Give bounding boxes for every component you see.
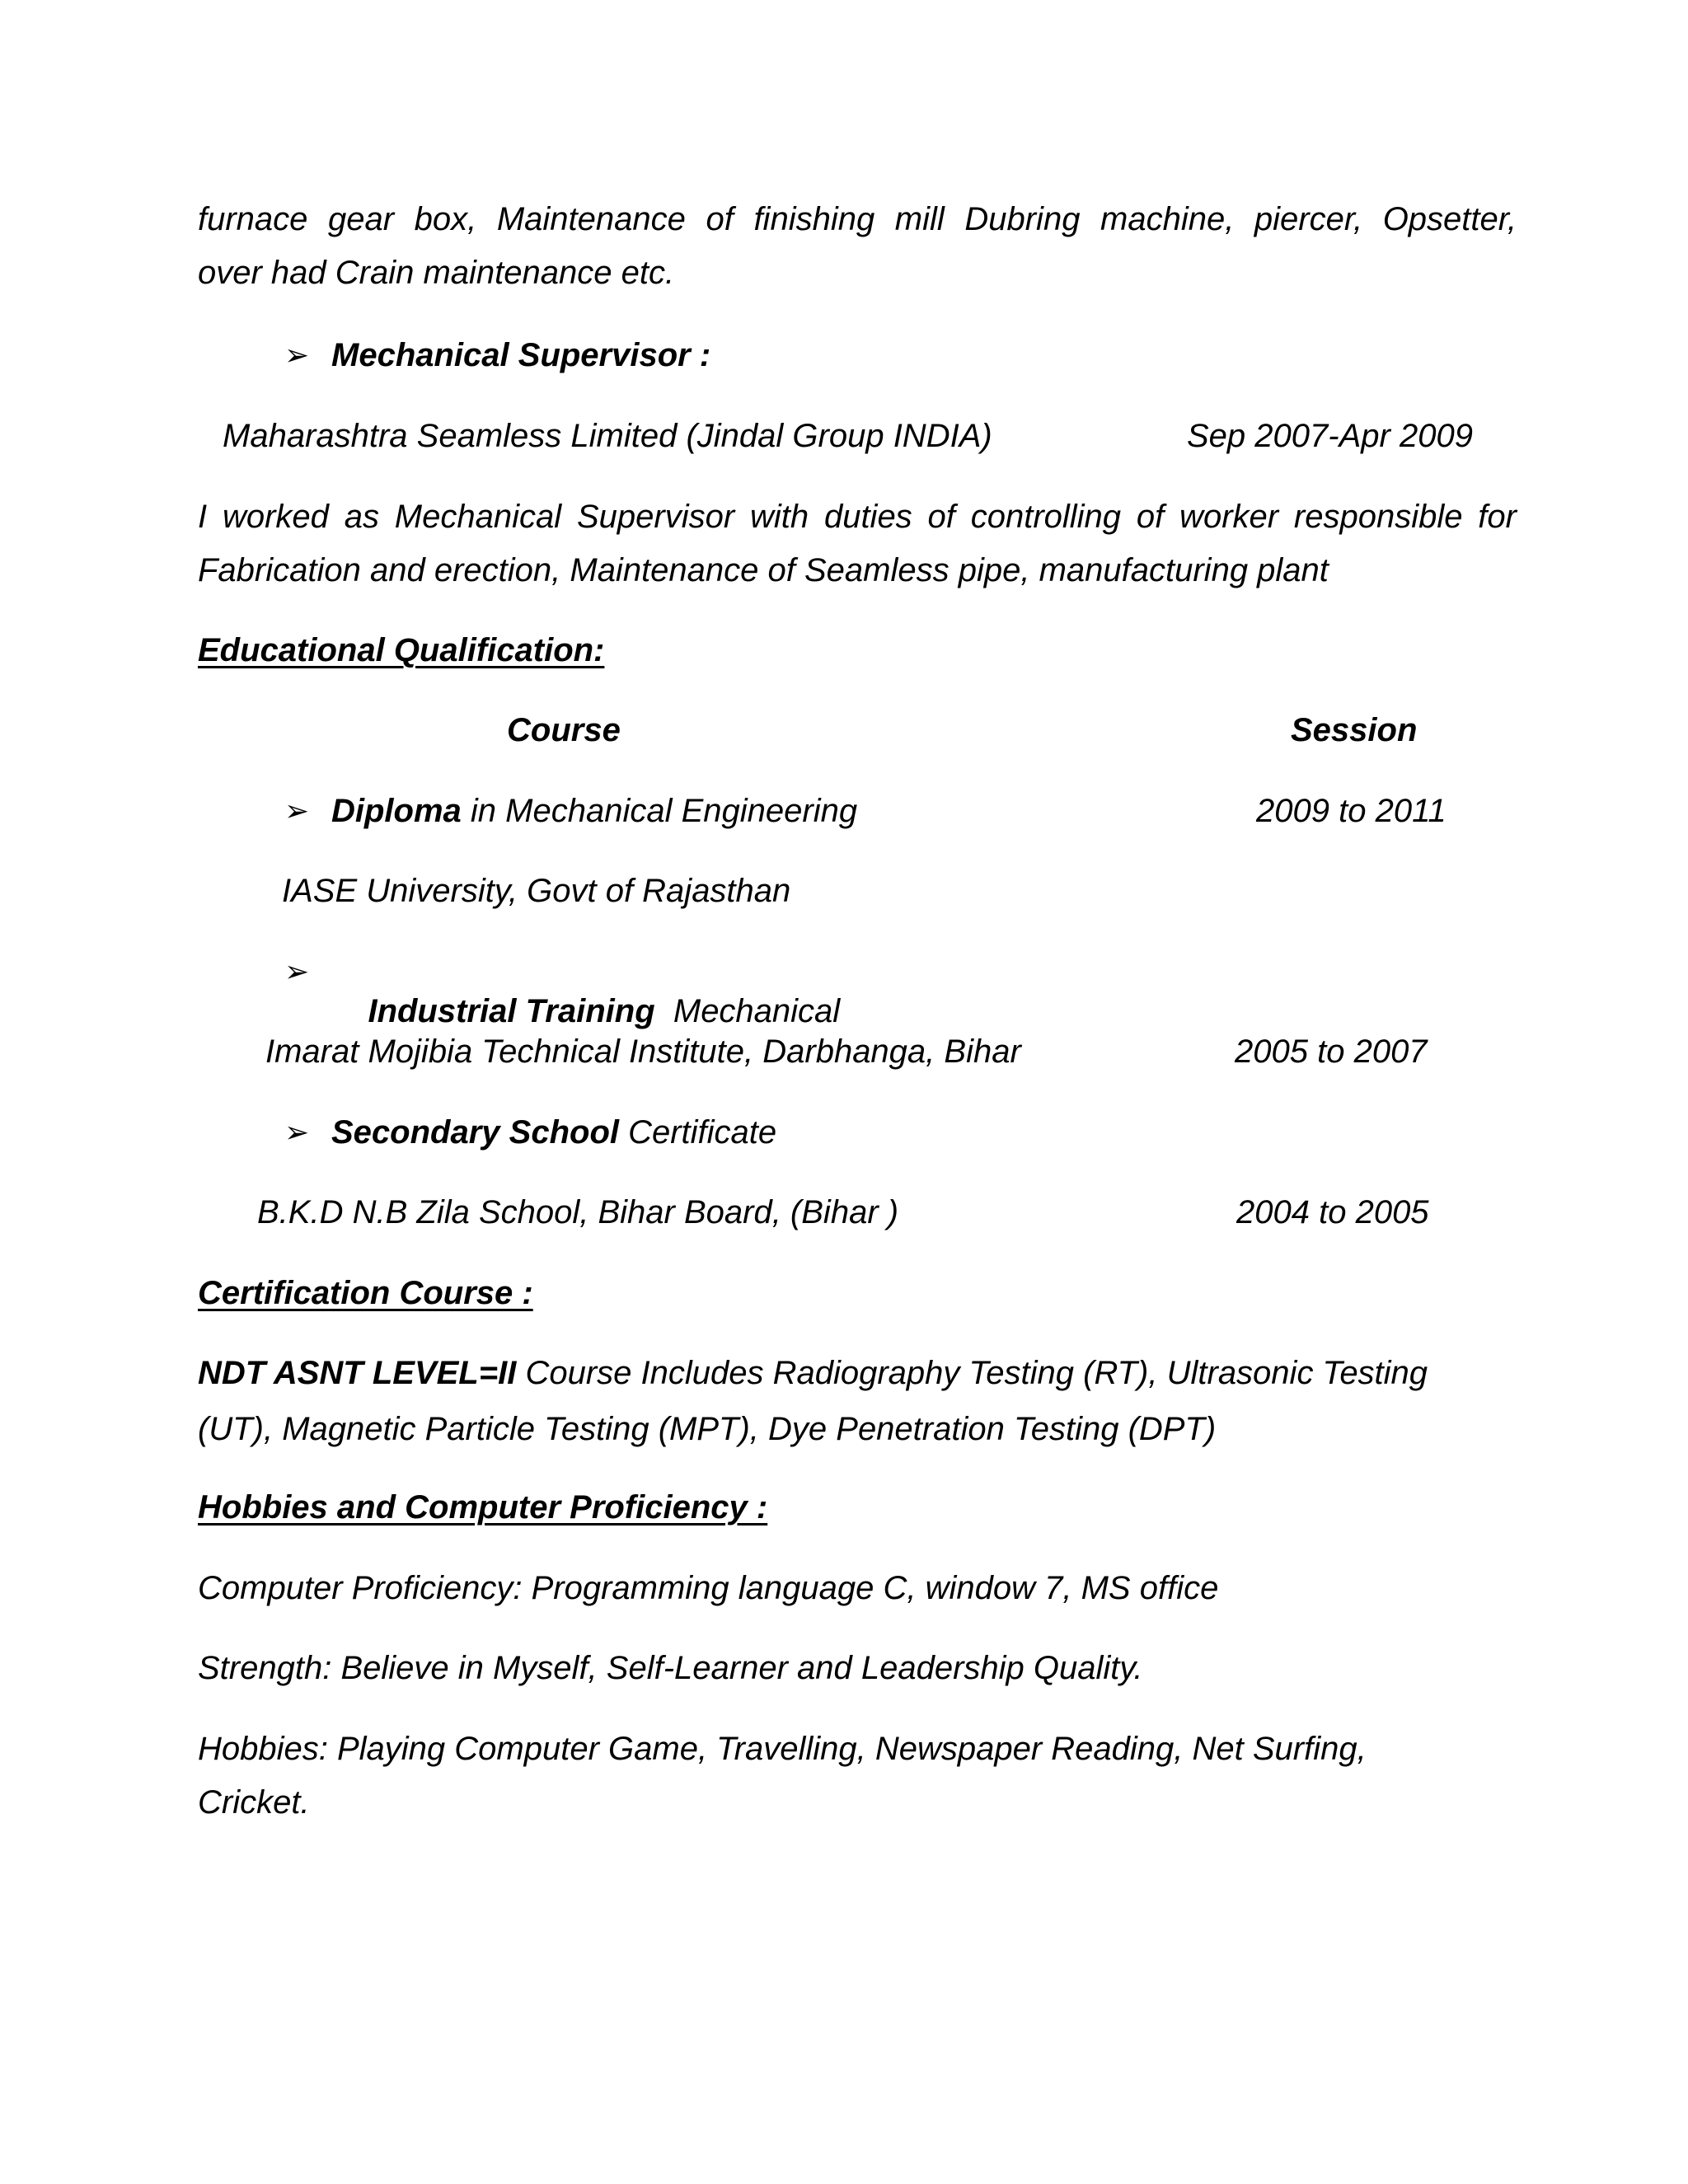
strength: Strength: Believe in Myself, Self-Learner and Leadership Quality. (198, 1650, 1143, 1686)
education-item-session: 2009 to 2011 (1256, 793, 1447, 829)
hobbies-line-1: Hobbies: Playing Computer Game, Travelling, Newspaper Reading, Net Surfing, (198, 1731, 1367, 1767)
certification-bold: NDT ASNT LEVEL=II (198, 1355, 517, 1391)
certification-heading: Certification Course : (198, 1275, 533, 1311)
computer-proficiency: Computer Proficiency: Programming language C, window 7, MS office (198, 1570, 1219, 1606)
education-col-session: Session (1291, 712, 1418, 748)
education-item-bold: Industrial Training (368, 993, 655, 1029)
education-item-session: 2004 to 2005 (1236, 1194, 1429, 1230)
arrow-bullet-icon: ➢ (284, 794, 310, 827)
job-dates: Sep 2007-Apr 2009 (1187, 418, 1473, 454)
education-item-rest: in Mechanical Engineering (461, 793, 858, 829)
intro-line-2: over had Crain maintenance etc. (198, 255, 675, 291)
hobbies-heading: Hobbies and Computer Proficiency : (198, 1489, 768, 1526)
education-item-rest: Certificate (618, 1114, 777, 1151)
certification-rest: Course Includes Radiography Testing (RT), Ultrasonic Testing (516, 1355, 1428, 1391)
arrow-bullet-icon: ➢ (284, 1115, 310, 1149)
job-desc-line-1: I worked as Mechanical Supervisor with duties of controlling of worker responsible for (198, 499, 1517, 535)
education-item-institute: IASE University, Govt of Rajasthan (282, 873, 791, 909)
education-item-institute: B.K.D N.B Zila School, Bihar Board, (Bihar ) (257, 1194, 899, 1230)
job-title: Mechanical Supervisor : (331, 337, 711, 373)
arrow-bullet-icon: ➢ (284, 954, 310, 988)
education-col-course: Course (507, 712, 621, 748)
certification-line-1 (198, 1353, 1428, 1393)
job-desc-line-2: Fabrication and erection, Maintenance of Seamless pipe, manufacturing plant (198, 552, 1329, 588)
certification-line-2: (UT), Magnetic Particle Testing (MPT), Dye Penetration Testing (DPT) (198, 1411, 1217, 1447)
education-item-school (331, 1113, 776, 1152)
education-item-institute: Imarat Mojibia Technical Institute, Darbhanga, Bihar (265, 1033, 1021, 1070)
intro-line-1: furnace gear box, Maintenance of finishing mill Dubring machine, piercer, Opsetter, (198, 201, 1517, 237)
education-item-bold: Diploma (331, 793, 462, 829)
hobbies-line-2: Cricket. (198, 1784, 310, 1821)
education-item-diploma (331, 791, 857, 831)
arrow-bullet-icon: ➢ (284, 338, 310, 372)
education-item-session: 2005 to 2007 (1235, 1033, 1428, 1070)
education-item-rest: Mechanical (654, 993, 841, 1029)
education-heading: Educational Qualification: (198, 632, 605, 668)
education-item-bold: Secondary School (331, 1114, 619, 1151)
job-company: Maharashtra Seamless Limited (Jindal Group INDIA) (223, 418, 992, 454)
